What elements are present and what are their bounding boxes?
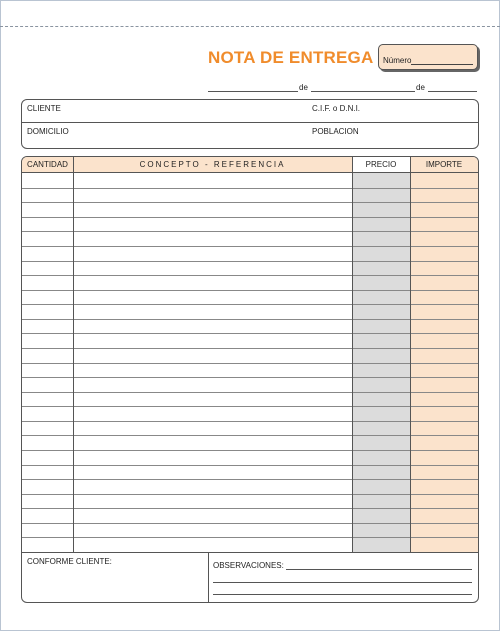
observaciones-line-3[interactable]: [213, 594, 472, 595]
client-info-box: [21, 99, 479, 149]
date-day-line[interactable]: [208, 91, 298, 92]
col-divider-3: [410, 157, 411, 553]
conforme-label: CONFORME CLIENTE:: [27, 557, 112, 566]
cif-label: C.I.F. o D.N.I.: [312, 104, 361, 113]
cliente-label: CLIENTE: [27, 104, 61, 113]
date-year-line[interactable]: [428, 91, 477, 92]
client-divider: [22, 122, 478, 123]
header-importe: IMPORTE: [410, 157, 478, 173]
document-title: NOTA DE ENTREGA: [208, 48, 374, 67]
footer-col-divider: [208, 552, 209, 602]
header-precio: PRECIO: [352, 157, 410, 173]
poblacion-label: POBLACION: [312, 127, 359, 136]
numero-line: [411, 64, 473, 65]
numero-box[interactable]: [378, 44, 478, 70]
date-de-2: de: [416, 83, 425, 92]
items-table: [21, 156, 479, 603]
date-de-1: de: [299, 83, 308, 92]
observaciones-line-1[interactable]: [286, 569, 472, 570]
observaciones-line-2[interactable]: [213, 582, 472, 583]
footer-divider: [22, 552, 478, 553]
header-concepto: CONCEPTO - REFERENCIA: [73, 157, 352, 173]
numero-label: Número: [383, 56, 412, 65]
header-cantidad: CANTIDAD: [22, 157, 73, 173]
col-divider-1: [73, 157, 74, 553]
observaciones-label: OBSERVACIONES:: [213, 561, 284, 570]
date-month-line[interactable]: [311, 91, 415, 92]
col-divider-2: [352, 157, 353, 553]
perforation-line: [0, 26, 500, 27]
domicilio-label: DOMICILIO: [27, 127, 69, 136]
